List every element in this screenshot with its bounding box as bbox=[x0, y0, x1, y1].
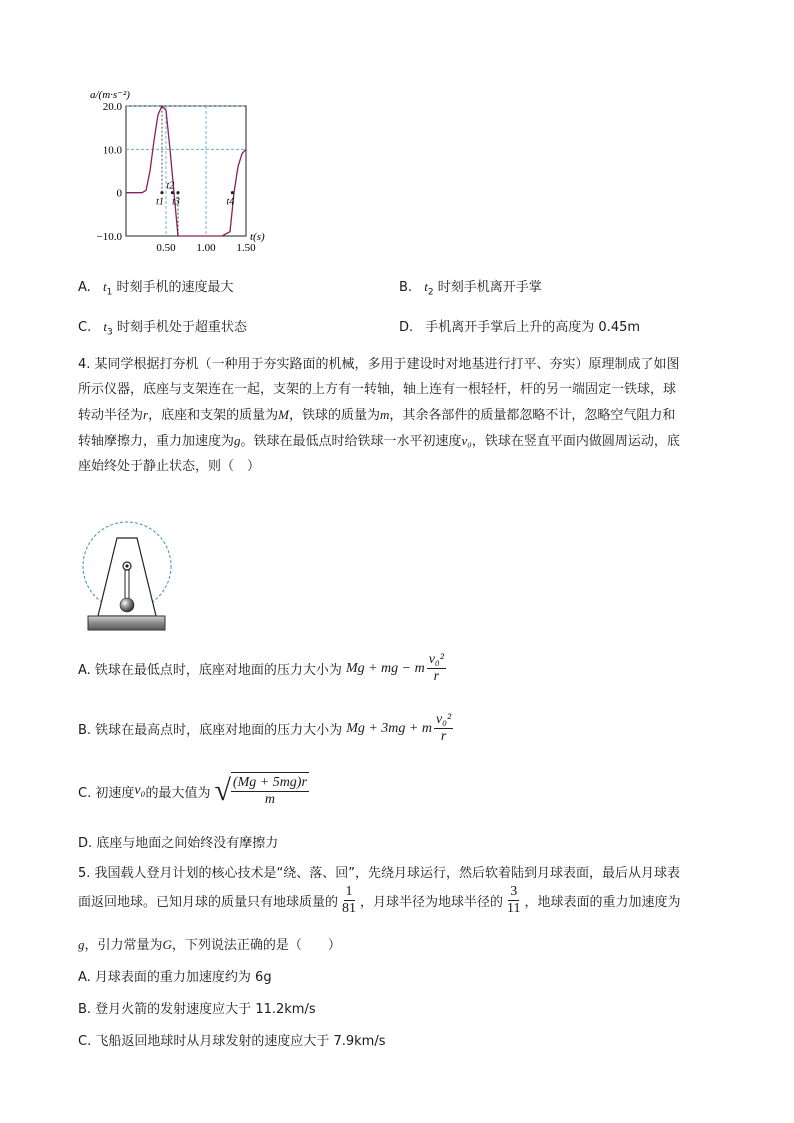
q5-fraction-radius: $\frac{3}{11}$ bbox=[507, 884, 521, 916]
q4-stem-line-4: 转轴摩擦力，重力加速度为g。铁球在最低点时给铁球一水平初速度v₀，铁球在竖直平面内做圆周运动，底 bbox=[78, 433, 680, 449]
q4-option-d: D. 底座与地面之间始终没有摩擦力 bbox=[78, 836, 279, 851]
q3-option-a-sub: 1 bbox=[106, 287, 113, 298]
q3-option-d bbox=[399, 316, 640, 335]
x-tick-label: 1.00 bbox=[196, 242, 216, 254]
q4-stem-line-5: 座始终处于静止状态，则（ ） bbox=[78, 459, 261, 474]
q4-option-b bbox=[78, 712, 455, 745]
acceleration-chart bbox=[70, 82, 280, 262]
acceleration-curve bbox=[126, 106, 246, 236]
q4-option-a bbox=[78, 652, 448, 685]
q3-option-c-letter: C. bbox=[78, 320, 92, 335]
marker-label: t4 bbox=[226, 196, 235, 208]
q3-option-a-letter: A. bbox=[78, 280, 91, 295]
y-tick-label: 10.0 bbox=[102, 144, 122, 157]
q5-option-b: B. 登月火箭的发射速度应大于 11.2km/s bbox=[78, 1002, 316, 1017]
q4-option-b-fraction: $\frac{\text{v₀²}}{r}$ bbox=[435, 712, 452, 744]
rod bbox=[125, 566, 129, 602]
y-tick-label: −10.0 bbox=[96, 231, 122, 243]
y-axis-label: a/(m·s⁻²) bbox=[90, 89, 130, 101]
q4-option-c-sqrt: √ $\frac{(Mg + 5mg)r}{m}$ bbox=[214, 772, 308, 810]
q3-option-a-var: t bbox=[102, 279, 107, 294]
q5-stem-line-3: g，引力常量为G，下列说法正确的是（ ） bbox=[78, 937, 341, 953]
q3-option-a bbox=[78, 276, 233, 298]
y-tick-label: 0 bbox=[116, 187, 122, 200]
iron-ball bbox=[120, 598, 134, 612]
q4-option-b-expr: Mg + 3mg + m bbox=[346, 720, 432, 736]
q3-option-c-sub: 3 bbox=[106, 327, 113, 338]
marker-point bbox=[231, 191, 234, 194]
q4-stem-line-1: 4. 某同学根据打夯机（一种用于夯实路面的机械，多用于建设时对地基进行打平、夯实）原理制成了如图 bbox=[78, 357, 680, 372]
y-tick-label: 20.0 bbox=[102, 101, 122, 113]
plot-frame bbox=[126, 106, 246, 236]
q4-stem-line-3: 转动半径为r，底座和支架的质量为M，铁球的质量为m，其余各部件的质量都忽略不计，忽略空气阻力和 bbox=[78, 407, 676, 423]
q3-option-b-sub: 2 bbox=[427, 287, 434, 298]
x-tick-label: 1.50 bbox=[236, 242, 256, 254]
q5-option-a: A. 月球表面的重力加速度约为 6g bbox=[78, 970, 272, 985]
q3-option-b-letter: B. bbox=[399, 280, 413, 295]
rammer-apparatus-figure bbox=[80, 518, 180, 636]
q4-option-a-expr: Mg + mg − m bbox=[345, 660, 425, 676]
q3-option-c-var: t bbox=[103, 319, 107, 334]
q3-option-c-text: 时刻手机处于超重状态 bbox=[116, 320, 247, 335]
base-block bbox=[88, 616, 165, 630]
q3-option-b-var: t bbox=[424, 279, 428, 294]
marker-label: t2 bbox=[166, 180, 175, 192]
q4-stem-line-2: 所示仪器，底座与支架连在一起，支架的上方有一转轴，轴上连有一根轻杆，杆的另一端固定一铁球，球 bbox=[78, 382, 677, 397]
q4-option-b-text: B. 铁球在最高点时，底座对地面的压力大小为 bbox=[78, 723, 343, 738]
x-tick-label: 0.50 bbox=[156, 242, 176, 254]
q3-option-d-text: 手机离开手掌后上升的高度为 0.45m bbox=[425, 320, 641, 335]
marker-point bbox=[160, 191, 163, 194]
q4-option-c bbox=[78, 772, 309, 810]
q5-option-c: C. 飞船返回地球时从月球发射的速度应大于 7.9km/s bbox=[78, 1034, 386, 1049]
q4-stem bbox=[78, 352, 738, 479]
q3-option-c bbox=[78, 316, 247, 338]
q4-option-a-text: A. 铁球在最低点时，底座对地面的压力大小为 bbox=[78, 663, 342, 678]
q3-option-b bbox=[399, 276, 542, 298]
q4-option-c-text2: 的最大值为 bbox=[145, 785, 211, 801]
marker-point bbox=[176, 191, 179, 194]
q5-stem-line-2: 面返回地球。已知月球的质量只有地球质量的 $\frac{1}{81}$ ，月球半径为地球半径的 $\frac{3}{11}$ ，地球表面的重力加速度为 bbox=[78, 884, 681, 916]
q3-option-d-letter: D. bbox=[399, 320, 414, 335]
q3-option-a-text: 时刻手机的速度最大 bbox=[116, 280, 234, 295]
marker-label: t3 bbox=[172, 196, 180, 208]
marker-label: t1 bbox=[156, 196, 164, 208]
q5-fraction-mass: $\frac{1}{81}$ bbox=[342, 884, 357, 916]
x-axis-label: t(s) bbox=[250, 231, 265, 243]
q3-option-b-text: 时刻手机离开手掌 bbox=[437, 280, 542, 295]
q4-option-c-var: v₀ bbox=[134, 783, 146, 798]
q5-stem-line-1: 5. 我国载人登月计划的核心技术是“绕、落、回”，先绕月球运行，然后软着陆到月球表面，最后从月球表 bbox=[78, 866, 681, 881]
q4-option-c-text: C. 初速度 bbox=[78, 785, 135, 801]
q4-option-a-fraction: $\frac{\text{v₀²}}{r}$ bbox=[428, 652, 444, 684]
